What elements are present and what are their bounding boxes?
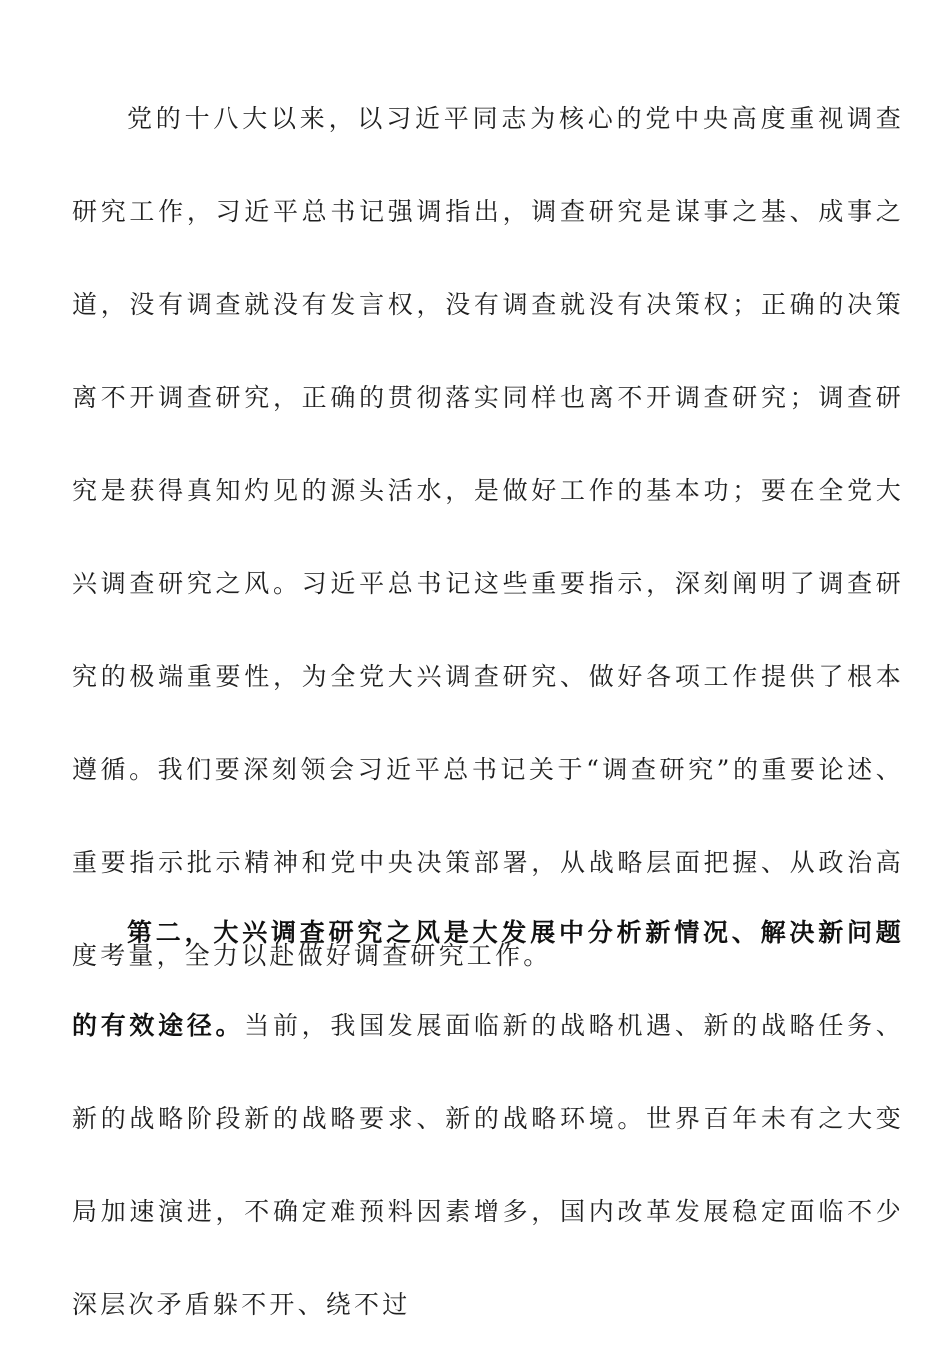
paragraph-1: 党的十八大以来，以习近平同志为核心的党中央高度重视调查研究工作，习近平总书记强调指出，调查研究是谋事之基、成事之道，没有调查就没有发言权，没有调查就没有决策权；正确的决策离不开调查研究，正确的贯彻落实同样也离不开调查研究；调查研究是获得真知灼见的源头活水，是做好工作的基本功；要在全党大兴调查研究之风。习近平总书记这些重要指示，深刻阐明了调查研究的极端重要性，为全党大兴调查研究、做好各项工作提供了根本遵循。我们要深刻领会习近平总书记关于“调查研究”的重要论述、重要指示批示精神和党中央决策部署，从战略层面把握、从政治高度考量，全力以赴做好调查研究工作。 [72,104,904,970]
paragraph-2 [72,886,904,1351]
paragraph-2-body: 当前，我国发展面临新的战略机遇、新的战略任务、新的战略阶段新的战略要求、新的战略环境。世界百年未有之大变局加速演进，不确定难预料因素增多，国内改革发展稳定面临不少深层次矛盾躲不开、绕不过 [72,1011,904,1319]
paragraph-2-heading: 第二，大兴调查研究之风是大发展中分析新情况、解决新问题的有效途径。 [72,918,904,1040]
